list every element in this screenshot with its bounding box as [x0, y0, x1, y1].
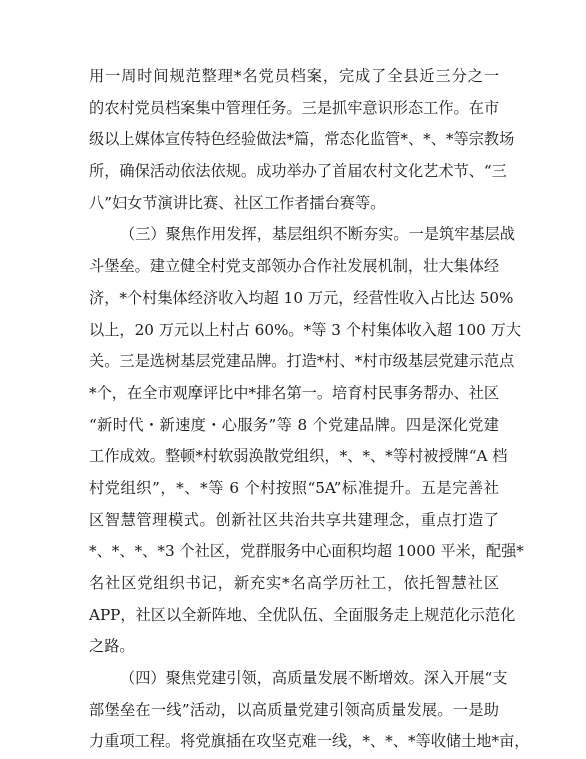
body-text: [89, 61, 530, 758]
text-line: 用一周时间规范整理*名党员档案，完成了全县近三分之一: [89, 67, 499, 85]
text-line: 村党组织”，*、*等 6 个村按照“5A”标准提升。五是完善社: [89, 478, 499, 497]
text-line: 部堡垒在一线”活动，以高质量党建引领高质量发展。一是助: [89, 700, 499, 719]
text-line: 的农村党员档案集中管理任务。三是抓牢意识形态工作。在市: [89, 98, 500, 117]
text-line: 济，*个村集体经济收入均超 10 万元，经营性收入占比达 50%: [89, 288, 514, 307]
text-line: 斗堡垒。建立健全村党支部领办合作社发展机制，壮大集体经: [89, 257, 500, 276]
text-line: APP，社区以全新阵地、全优队伍、全面服务走上规范化示范化: [89, 605, 516, 624]
text-line: （三）聚焦作用发挥，基层组织不断夯实。一是筑牢基层战: [120, 225, 515, 244]
text-line: 级以上媒体宣传特色经验做法*篇，常态化监管*、*、*等宗教场: [89, 130, 515, 149]
text-line: “新时代・新速度・心服务”等 8 个党建品牌。四是深化党建: [89, 415, 499, 434]
text-line: 以上，20 万元以上村占 60%。*等 3 个村集体收入超 100 万大: [89, 320, 522, 339]
text-line: 之路。: [89, 637, 135, 656]
text-line: 所，确保活动依法依规。成功举办了首届农村文化艺术节、“三: [89, 162, 507, 181]
text-line: *个，在全市观摩评比中*排名第一。培育村民事务帮办、社区: [89, 383, 500, 402]
text-line: 八”妇女节演讲比赛、社区工作者擂台赛等。: [89, 193, 386, 212]
text-line: 关。三是选树基层党建品牌。打造*村、*村市级基层党建示范点: [89, 352, 515, 371]
text-line: （四）聚焦党建引领，高质量发展不断增效。深入开展“支: [120, 669, 508, 688]
text-line: 力重项工程。将党旗插在攻坚克难一线，*、*、*等收储土地*亩，: [89, 732, 530, 751]
text-line: 名社区党组织书记，新充实*名高学历社工，依托智慧社区: [89, 574, 499, 592]
text-line: *、*、*、*3 个社区，党群服务中心面积均超 1000 平米，配强*: [89, 542, 524, 561]
text-line: 区智慧管理模式。创新社区共治共享共建理念，重点打造了: [89, 510, 499, 529]
text-line: 工作成效。整顿*村软弱涣散党组织，*、*、*等村被授牌“A 档: [89, 447, 508, 466]
